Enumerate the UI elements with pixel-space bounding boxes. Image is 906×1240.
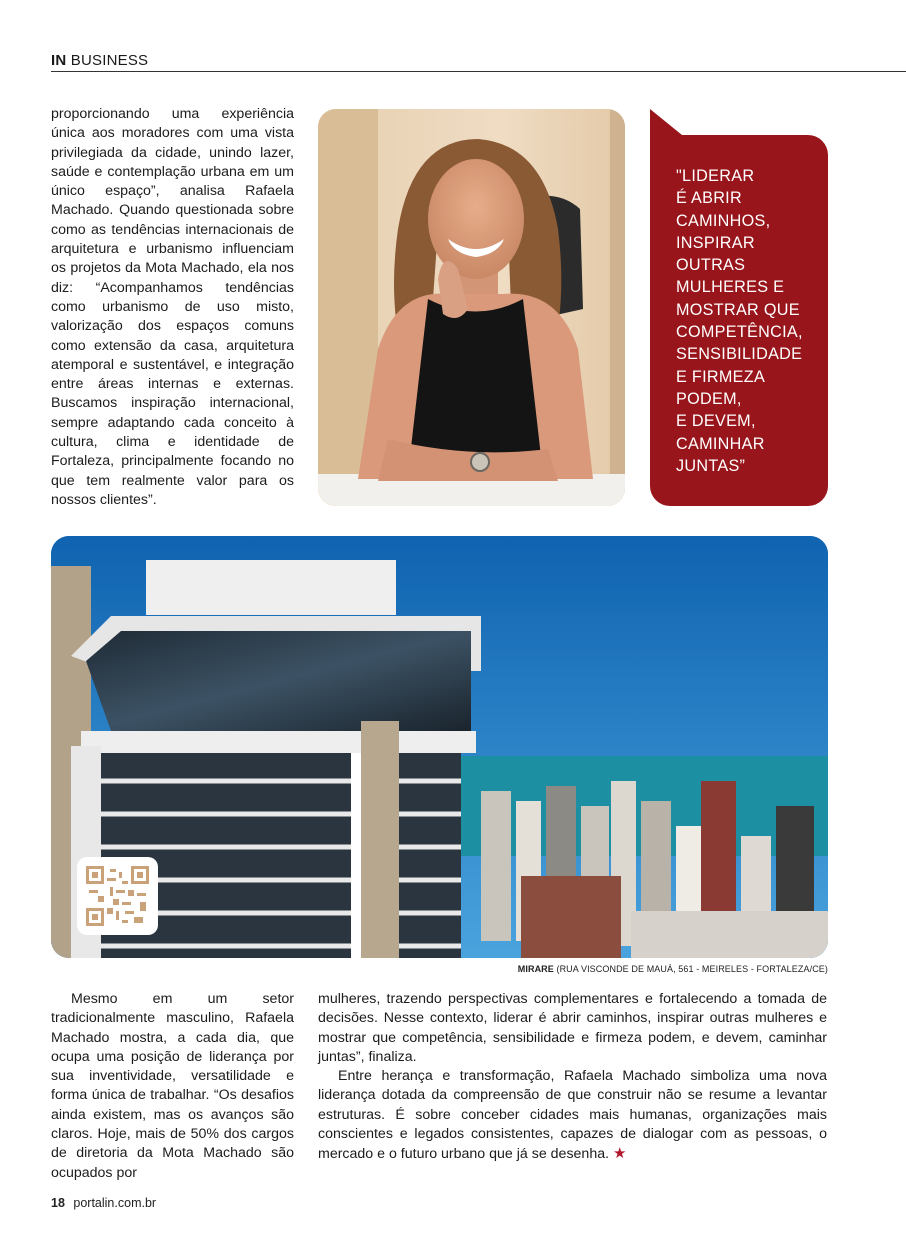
photo-caption [518, 964, 828, 974]
end-mark-star-icon: ★ [613, 1145, 627, 1163]
building-illustration [51, 536, 828, 958]
quote-line: PODEM, [676, 389, 742, 408]
quote-line: COMPETÊNCIA, [676, 323, 803, 342]
final-paragraph-text: Entre herança e transformação, Rafaela Machado simboliza uma nova liderança dotada da compreensão de que construir não se resume a levantar estruturas. É sobre conceber cidades mais humanas, organizações mais conscientes e legados consistentes, capazes de dialogar com as pessoas, o mercado e o futuro urbano que já se desenha. [318, 1068, 827, 1163]
section-header [51, 52, 906, 72]
quote-line: MULHERES E [676, 278, 785, 297]
article-paragraph: proporcionando uma experiência única aos moradores com uma vista privilegiada da cidade, unindo lazer, saúde e contemplação urbana em um único espaço”, analisa Rafaela Machado. Quando questionada sobre como as tendências internacionais de arquitetura e urbanismo influenciam os projetos da Mota Machado, ela nos diz: “Acompanhamos tendências como urbanismo de uso misto, valorização dos espaços comuns como extensão da casa, arquitetura atemporal e sustentável, e integração entre áreas internas e externas. Buscamos inspiração internacional, sempre adaptando cada conceito à cultura, clima e identidade de Fortaleza, principalmente focando no que tem realmente valor para os nossos clientes”. [51, 106, 294, 508]
qr-code[interactable] [77, 857, 158, 935]
quote-line: JUNTAS” [676, 456, 746, 475]
caption-building-name: MIRARE [517, 964, 554, 974]
quote-line: E DEVEM, [676, 412, 756, 431]
quote-line: INSPIRAR [676, 233, 755, 252]
section-header-label: BUSINESS [70, 52, 149, 69]
page-number: 18 [51, 1196, 65, 1210]
quote-line: OUTRAS [676, 256, 746, 275]
portrait-illustration [318, 109, 625, 506]
page-footer [51, 1196, 156, 1210]
portrait-photo [318, 109, 625, 506]
quote-line: MOSTRAR QUE [676, 300, 800, 319]
article-bottom-left-column [51, 990, 294, 1183]
quote-box-tab [650, 109, 682, 135]
quote-line: "LIDERAR [676, 167, 755, 185]
article-top-text-column [51, 105, 294, 510]
caption-address: (RUA VISCONDE DE MAUÁ, 561 - MEIRELES - FORTALEZA/CE) [553, 964, 828, 974]
article-paragraph: mulheres, trazendo perspectivas complementares e fortalecendo a tomada de decisões. Nesse contexto, liderar é abrir caminhos, inspirar outras mulheres e mostrar que competência, sensibilidade e firmeza podem, e devem, caminhar juntas”, finaliza. [318, 991, 827, 1065]
building-photo [51, 536, 828, 958]
pull-quote-box [650, 135, 828, 506]
quote-line: CAMINHOS, [676, 211, 771, 230]
footer-site-link[interactable]: portalin.com.br [73, 1196, 157, 1210]
quote-line: CAMINHAR [676, 434, 765, 453]
article-paragraph-final [318, 1067, 827, 1164]
article-bottom-right-column [318, 990, 827, 1165]
qr-code-icon [86, 866, 149, 926]
quote-line: SENSIBILIDADE [676, 345, 803, 364]
quote-line: É ABRIR [676, 189, 742, 208]
section-header-strong: IN [51, 52, 67, 69]
quote-line: E FIRMEZA [676, 367, 766, 386]
article-paragraph: Mesmo em um setor tradicionalmente masculino, Rafaela Machado mostra, a cada dia, que ocupa uma posição de liderança por sua inventividade, versatilidade e forma única de trabalhar. “Os desafios ainda existem, mas os avanços são claros. Hoje, mais de 50% dos cargos de diretoria da Mota Machado são ocupados por [51, 991, 294, 1181]
